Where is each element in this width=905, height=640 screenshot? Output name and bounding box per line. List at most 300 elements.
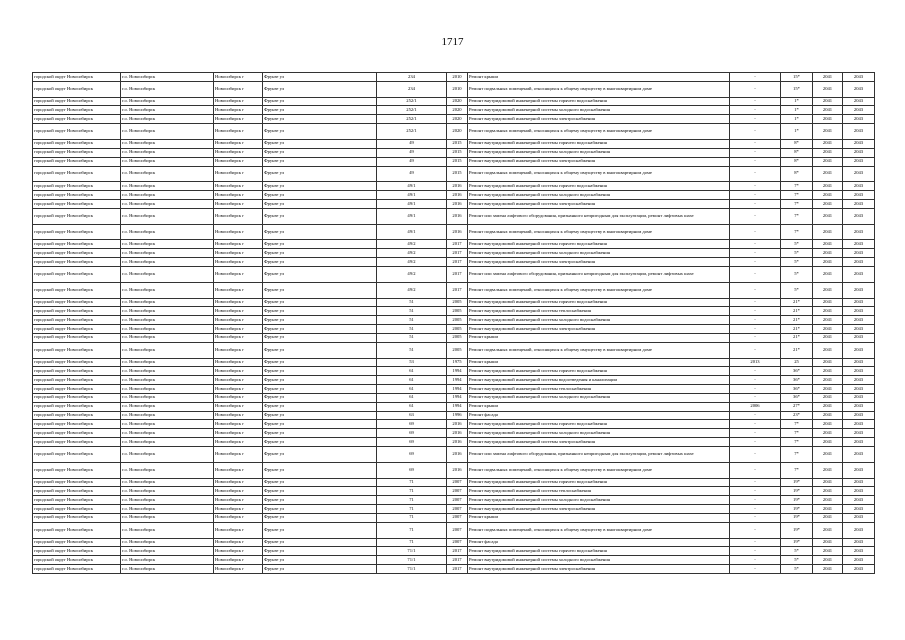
period-cell: 5* bbox=[781, 565, 813, 574]
year-cell: 1994 bbox=[447, 367, 468, 376]
house-number-cell: 234 bbox=[377, 73, 447, 82]
house-number-cell: 71 bbox=[377, 538, 447, 547]
end-year-cell: 2043 bbox=[843, 411, 875, 420]
city-cell: Новосибирск г bbox=[214, 124, 263, 140]
work-type-cell: Ремонт фасада bbox=[468, 538, 730, 547]
house-number-cell: 252/1 bbox=[377, 124, 447, 140]
municipality-cell: городской округ Новосибирск bbox=[33, 282, 121, 298]
work-type-cell: Ремонт внутридомовой инженерной системы холодного водоснабжения bbox=[468, 393, 730, 402]
street-cell: Фрунзе ул bbox=[263, 478, 377, 487]
table-row bbox=[33, 166, 875, 182]
last-repair-cell: - bbox=[730, 240, 781, 249]
end-year-cell: 2043 bbox=[843, 538, 875, 547]
period-cell: 7* bbox=[781, 438, 813, 447]
year-cell: 2010 bbox=[447, 81, 468, 97]
last-repair-cell: - bbox=[730, 139, 781, 148]
city-cell: Новосибирск г bbox=[214, 106, 263, 115]
city-cell: Новосибирск г bbox=[214, 199, 263, 208]
period-cell: 19* bbox=[781, 538, 813, 547]
district-cell: г.о. Новосибирск bbox=[121, 224, 214, 240]
period-cell: 36* bbox=[781, 385, 813, 394]
period-cell: 23* bbox=[781, 411, 813, 420]
street-cell: Фрунзе ул bbox=[263, 538, 377, 547]
last-repair-cell: - bbox=[730, 97, 781, 106]
year-cell: 2007 bbox=[447, 487, 468, 496]
city-cell: Новосибирск г bbox=[214, 478, 263, 487]
last-repair-cell: - bbox=[730, 298, 781, 307]
start-year-cell: 2041 bbox=[813, 402, 843, 411]
municipality-cell: городской округ Новосибирск bbox=[33, 385, 121, 394]
last-repair-cell: - bbox=[730, 224, 781, 240]
city-cell: Новосибирск г bbox=[214, 342, 263, 358]
city-cell: Новосибирск г bbox=[214, 166, 263, 182]
city-cell: Новосибирск г bbox=[214, 429, 263, 438]
house-number-cell: 49 bbox=[377, 148, 447, 157]
city-cell: Новосибирск г bbox=[214, 182, 263, 191]
work-type-cell: Ремонт крыши bbox=[468, 358, 730, 367]
period-cell: 21* bbox=[781, 307, 813, 316]
municipality-cell: городской округ Новосибирск bbox=[33, 522, 121, 538]
last-repair-cell: - bbox=[730, 73, 781, 82]
last-repair-cell: - bbox=[730, 191, 781, 200]
end-year-cell: 2043 bbox=[843, 73, 875, 82]
work-type-cell: Ремонт внутридомовой инженерной системы горячего водоснабжения bbox=[468, 182, 730, 191]
city-cell: Новосибирск г bbox=[214, 224, 263, 240]
table-row bbox=[33, 478, 875, 487]
last-repair-cell: 2013 bbox=[730, 358, 781, 367]
district-cell: г.о. Новосибирск bbox=[121, 358, 214, 367]
city-cell: Новосибирск г bbox=[214, 316, 263, 325]
work-type-cell: Ремонт подвальных помещений, относящихся к общему имуществу в многоквартирном доме bbox=[468, 166, 730, 182]
table-body bbox=[33, 73, 875, 574]
start-year-cell: 2041 bbox=[813, 166, 843, 182]
period-cell: 7* bbox=[781, 199, 813, 208]
table-row bbox=[33, 505, 875, 514]
street-cell: Фрунзе ул bbox=[263, 367, 377, 376]
street-cell: Фрунзе ул bbox=[263, 429, 377, 438]
street-cell: Фрунзе ул bbox=[263, 199, 377, 208]
year-cell: 2020 bbox=[447, 106, 468, 115]
house-number-cell: 49/2 bbox=[377, 258, 447, 267]
house-number-cell: 252/1 bbox=[377, 106, 447, 115]
period-cell: 21* bbox=[781, 342, 813, 358]
street-cell: Фрунзе ул bbox=[263, 376, 377, 385]
year-cell: 2016 bbox=[447, 447, 468, 463]
start-year-cell: 2041 bbox=[813, 358, 843, 367]
end-year-cell: 2043 bbox=[843, 402, 875, 411]
end-year-cell: 2043 bbox=[843, 342, 875, 358]
table-row bbox=[33, 333, 875, 342]
street-cell: Фрунзе ул bbox=[263, 522, 377, 538]
district-cell: г.о. Новосибирск bbox=[121, 266, 214, 282]
start-year-cell: 2041 bbox=[813, 325, 843, 334]
district-cell: г.о. Новосибирск bbox=[121, 191, 214, 200]
work-type-cell: Ремонт подвальных помещений, относящихся к общему имуществу в многоквартирном доме bbox=[468, 462, 730, 478]
table-row bbox=[33, 81, 875, 97]
street-cell: Фрунзе ул bbox=[263, 106, 377, 115]
table-row bbox=[33, 447, 875, 463]
house-number-cell: 51 bbox=[377, 325, 447, 334]
district-cell: г.о. Новосибирск bbox=[121, 547, 214, 556]
house-number-cell: 71/1 bbox=[377, 565, 447, 574]
street-cell: Фрунзе ул bbox=[263, 438, 377, 447]
end-year-cell: 2043 bbox=[843, 139, 875, 148]
city-cell: Новосибирск г bbox=[214, 325, 263, 334]
municipality-cell: городской округ Новосибирск bbox=[33, 258, 121, 267]
street-cell: Фрунзе ул bbox=[263, 411, 377, 420]
house-number-cell: 69 bbox=[377, 462, 447, 478]
year-cell: 2005 bbox=[447, 298, 468, 307]
city-cell: Новосибирск г bbox=[214, 402, 263, 411]
end-year-cell: 2043 bbox=[843, 496, 875, 505]
city-cell: Новосибирск г bbox=[214, 547, 263, 556]
house-number-cell: 252/1 bbox=[377, 97, 447, 106]
district-cell: г.о. Новосибирск bbox=[121, 139, 214, 148]
table-row bbox=[33, 538, 875, 547]
work-type-cell: Ремонт внутридомовой инженерной системы горячего водоснабжения bbox=[468, 478, 730, 487]
end-year-cell: 2043 bbox=[843, 358, 875, 367]
table-row bbox=[33, 438, 875, 447]
municipality-cell: городской округ Новосибирск bbox=[33, 124, 121, 140]
work-type-cell: Ремонт внутридомовой инженерной системы горячего водоснабжения bbox=[468, 97, 730, 106]
city-cell: Новосибирск г bbox=[214, 298, 263, 307]
city-cell: Новосибирск г bbox=[214, 266, 263, 282]
period-cell: 36* bbox=[781, 376, 813, 385]
period-cell: 21* bbox=[781, 325, 813, 334]
end-year-cell: 2043 bbox=[843, 393, 875, 402]
last-repair-cell: - bbox=[730, 199, 781, 208]
city-cell: Новосибирск г bbox=[214, 376, 263, 385]
house-number-cell: 49/2 bbox=[377, 266, 447, 282]
house-number-cell: 69 bbox=[377, 420, 447, 429]
year-cell: 1994 bbox=[447, 376, 468, 385]
city-cell: Новосибирск г bbox=[214, 258, 263, 267]
district-cell: г.о. Новосибирск bbox=[121, 393, 214, 402]
district-cell: г.о. Новосибирск bbox=[121, 447, 214, 463]
street-cell: Фрунзе ул bbox=[263, 402, 377, 411]
street-cell: Фрунзе ул bbox=[263, 182, 377, 191]
district-cell: г.о. Новосибирск bbox=[121, 342, 214, 358]
last-repair-cell: - bbox=[730, 522, 781, 538]
municipality-cell: городской округ Новосибирск bbox=[33, 556, 121, 565]
street-cell: Фрунзе ул bbox=[263, 358, 377, 367]
work-type-cell: Ремонт внутридомовой инженерной системы электроснабжения bbox=[468, 438, 730, 447]
municipality-cell: городской округ Новосибирск bbox=[33, 298, 121, 307]
end-year-cell: 2043 bbox=[843, 124, 875, 140]
end-year-cell: 2043 bbox=[843, 191, 875, 200]
district-cell: г.о. Новосибирск bbox=[121, 565, 214, 574]
year-cell: 2017 bbox=[447, 240, 468, 249]
district-cell: г.о. Новосибирск bbox=[121, 513, 214, 522]
start-year-cell: 2041 bbox=[813, 438, 843, 447]
last-repair-cell: - bbox=[730, 429, 781, 438]
district-cell: г.о. Новосибирск bbox=[121, 316, 214, 325]
start-year-cell: 2041 bbox=[813, 148, 843, 157]
work-type-cell: Ремонт внутридомовой инженерной системы электроснабжения bbox=[468, 157, 730, 166]
house-number-cell: 61 bbox=[377, 393, 447, 402]
end-year-cell: 2043 bbox=[843, 148, 875, 157]
work-type-cell: Ремонт подвальных помещений, относящихся к общему имуществу в многоквартирном доме bbox=[468, 81, 730, 97]
end-year-cell: 2043 bbox=[843, 282, 875, 298]
city-cell: Новосибирск г bbox=[214, 97, 263, 106]
end-year-cell: 2043 bbox=[843, 462, 875, 478]
end-year-cell: 2043 bbox=[843, 367, 875, 376]
repair-schedule-table bbox=[32, 72, 875, 574]
start-year-cell: 2041 bbox=[813, 282, 843, 298]
last-repair-cell: - bbox=[730, 367, 781, 376]
start-year-cell: 2041 bbox=[813, 478, 843, 487]
table-row bbox=[33, 513, 875, 522]
city-cell: Новосибирск г bbox=[214, 538, 263, 547]
year-cell: 1994 bbox=[447, 393, 468, 402]
municipality-cell: городской округ Новосибирск bbox=[33, 182, 121, 191]
start-year-cell: 2041 bbox=[813, 258, 843, 267]
municipality-cell: городской округ Новосибирск bbox=[33, 402, 121, 411]
house-number-cell: 71 bbox=[377, 505, 447, 514]
house-number-cell: 53 bbox=[377, 358, 447, 367]
work-type-cell: Ремонт внутридомовой инженерной системы водоотведения и канализации bbox=[468, 376, 730, 385]
work-type-cell: Ремонт внутридомовой инженерной системы горячего водоснабжения bbox=[468, 298, 730, 307]
city-cell: Новосибирск г bbox=[214, 358, 263, 367]
period-cell: 19* bbox=[781, 478, 813, 487]
street-cell: Фрунзе ул bbox=[263, 148, 377, 157]
house-number-cell: 61 bbox=[377, 367, 447, 376]
last-repair-cell: - bbox=[730, 316, 781, 325]
street-cell: Фрунзе ул bbox=[263, 505, 377, 514]
year-cell: 2005 bbox=[447, 342, 468, 358]
house-number-cell: 51 bbox=[377, 342, 447, 358]
house-number-cell: 71 bbox=[377, 478, 447, 487]
house-number-cell: 49/1 bbox=[377, 199, 447, 208]
year-cell: 2017 bbox=[447, 556, 468, 565]
work-type-cell: Ремонт или замена лифтового оборудования, признанного непригодным для эксплуатации, ремонт лифтовых шахт bbox=[468, 266, 730, 282]
city-cell: Новосибирск г bbox=[214, 556, 263, 565]
period-cell: 21* bbox=[781, 316, 813, 325]
period-cell: 19* bbox=[781, 513, 813, 522]
year-cell: 2010 bbox=[447, 73, 468, 82]
city-cell: Новосибирск г bbox=[214, 81, 263, 97]
end-year-cell: 2043 bbox=[843, 298, 875, 307]
table-row bbox=[33, 556, 875, 565]
street-cell: Фрунзе ул bbox=[263, 513, 377, 522]
house-number-cell: 61 bbox=[377, 402, 447, 411]
last-repair-cell: - bbox=[730, 420, 781, 429]
start-year-cell: 2041 bbox=[813, 538, 843, 547]
street-cell: Фрунзе ул bbox=[263, 157, 377, 166]
city-cell: Новосибирск г bbox=[214, 73, 263, 82]
start-year-cell: 2041 bbox=[813, 565, 843, 574]
period-cell: 8* bbox=[781, 139, 813, 148]
municipality-cell: городской округ Новосибирск bbox=[33, 505, 121, 514]
city-cell: Новосибирск г bbox=[214, 496, 263, 505]
house-number-cell: 49/1 bbox=[377, 208, 447, 224]
street-cell: Фрунзе ул bbox=[263, 115, 377, 124]
house-number-cell: 51 bbox=[377, 307, 447, 316]
start-year-cell: 2041 bbox=[813, 240, 843, 249]
end-year-cell: 2043 bbox=[843, 258, 875, 267]
house-number-cell: 51 bbox=[377, 298, 447, 307]
start-year-cell: 2041 bbox=[813, 462, 843, 478]
year-cell: 2005 bbox=[447, 316, 468, 325]
house-number-cell: 49/1 bbox=[377, 191, 447, 200]
street-cell: Фрунзе ул bbox=[263, 325, 377, 334]
last-repair-cell: - bbox=[730, 538, 781, 547]
last-repair-cell: - bbox=[730, 148, 781, 157]
house-number-cell: 61 bbox=[377, 385, 447, 394]
end-year-cell: 2043 bbox=[843, 522, 875, 538]
table-row bbox=[33, 282, 875, 298]
district-cell: г.о. Новосибирск bbox=[121, 73, 214, 82]
last-repair-cell: - bbox=[730, 166, 781, 182]
end-year-cell: 2043 bbox=[843, 565, 875, 574]
work-type-cell: Ремонт подвальных помещений, относящихся к общему имуществу в многоквартирном доме bbox=[468, 124, 730, 140]
table-row bbox=[33, 139, 875, 148]
last-repair-cell: - bbox=[730, 249, 781, 258]
house-number-cell: 51 bbox=[377, 316, 447, 325]
end-year-cell: 2043 bbox=[843, 376, 875, 385]
work-type-cell: Ремонт крыши bbox=[468, 513, 730, 522]
table-row bbox=[33, 148, 875, 157]
street-cell: Фрунзе ул bbox=[263, 166, 377, 182]
street-cell: Фрунзе ул bbox=[263, 208, 377, 224]
work-type-cell: Ремонт внутридомовой инженерной системы холодного водоснабжения bbox=[468, 148, 730, 157]
start-year-cell: 2041 bbox=[813, 199, 843, 208]
district-cell: г.о. Новосибирск bbox=[121, 385, 214, 394]
table-row bbox=[33, 547, 875, 556]
house-number-cell: 63 bbox=[377, 411, 447, 420]
municipality-cell: городской округ Новосибирск bbox=[33, 462, 121, 478]
end-year-cell: 2043 bbox=[843, 385, 875, 394]
last-repair-cell: - bbox=[730, 258, 781, 267]
municipality-cell: городской округ Новосибирск bbox=[33, 429, 121, 438]
end-year-cell: 2043 bbox=[843, 182, 875, 191]
table-row bbox=[33, 182, 875, 191]
municipality-cell: городской округ Новосибирск bbox=[33, 106, 121, 115]
table-row bbox=[33, 249, 875, 258]
municipality-cell: городской округ Новосибирск bbox=[33, 438, 121, 447]
work-type-cell: Ремонт крыши bbox=[468, 333, 730, 342]
district-cell: г.о. Новосибирск bbox=[121, 325, 214, 334]
table-row bbox=[33, 429, 875, 438]
start-year-cell: 2041 bbox=[813, 333, 843, 342]
work-type-cell: Ремонт внутридомовой инженерной системы электроснабжения bbox=[468, 565, 730, 574]
last-repair-cell: - bbox=[730, 307, 781, 316]
period-cell: 19* bbox=[781, 496, 813, 505]
year-cell: 2016 bbox=[447, 182, 468, 191]
work-type-cell: Ремонт внутридомовой инженерной системы горячего водоснабжения bbox=[468, 367, 730, 376]
work-type-cell: Ремонт внутридомовой инженерной системы электроснабжения bbox=[468, 325, 730, 334]
period-cell: 7* bbox=[781, 462, 813, 478]
last-repair-cell: - bbox=[730, 182, 781, 191]
municipality-cell: городской округ Новосибирск bbox=[33, 148, 121, 157]
district-cell: г.о. Новосибирск bbox=[121, 429, 214, 438]
municipality-cell: городской округ Новосибирск bbox=[33, 376, 121, 385]
last-repair-cell: - bbox=[730, 487, 781, 496]
work-type-cell: Ремонт внутридомовой инженерной системы электроснабжения bbox=[468, 115, 730, 124]
street-cell: Фрунзе ул bbox=[263, 282, 377, 298]
table-row bbox=[33, 385, 875, 394]
work-type-cell: Ремонт внутридомовой инженерной системы холодного водоснабжения bbox=[468, 106, 730, 115]
start-year-cell: 2041 bbox=[813, 496, 843, 505]
last-repair-cell: - bbox=[730, 282, 781, 298]
last-repair-cell: - bbox=[730, 505, 781, 514]
district-cell: г.о. Новосибирск bbox=[121, 333, 214, 342]
last-repair-cell: - bbox=[730, 393, 781, 402]
house-number-cell: 71/1 bbox=[377, 556, 447, 565]
city-cell: Новосибирск г bbox=[214, 420, 263, 429]
period-cell: 5* bbox=[781, 547, 813, 556]
work-type-cell: Ремонт внутридомовой инженерной системы горячего водоснабжения bbox=[468, 547, 730, 556]
work-type-cell: Ремонт внутридомовой инженерной системы электроснабжения bbox=[468, 505, 730, 514]
work-type-cell: Ремонт подвальных помещений, относящихся к общему имуществу в многоквартирном доме bbox=[468, 522, 730, 538]
city-cell: Новосибирск г bbox=[214, 139, 263, 148]
street-cell: Фрунзе ул bbox=[263, 73, 377, 82]
end-year-cell: 2043 bbox=[843, 157, 875, 166]
table-row bbox=[33, 367, 875, 376]
start-year-cell: 2041 bbox=[813, 115, 843, 124]
district-cell: г.о. Новосибирск bbox=[121, 556, 214, 565]
district-cell: г.о. Новосибирск bbox=[121, 282, 214, 298]
municipality-cell: городской округ Новосибирск bbox=[33, 266, 121, 282]
street-cell: Фрунзе ул bbox=[263, 496, 377, 505]
table-row bbox=[33, 240, 875, 249]
year-cell: 1975 bbox=[447, 358, 468, 367]
house-number-cell: 49/2 bbox=[377, 240, 447, 249]
year-cell: 1994 bbox=[447, 385, 468, 394]
start-year-cell: 2041 bbox=[813, 97, 843, 106]
start-year-cell: 2041 bbox=[813, 106, 843, 115]
municipality-cell: городской округ Новосибирск bbox=[33, 166, 121, 182]
work-type-cell: Ремонт внутридомовой инженерной системы холодного водоснабжения bbox=[468, 191, 730, 200]
last-repair-cell: - bbox=[730, 447, 781, 463]
start-year-cell: 2041 bbox=[813, 81, 843, 97]
municipality-cell: городской округ Новосибирск bbox=[33, 487, 121, 496]
year-cell: 2016 bbox=[447, 224, 468, 240]
municipality-cell: городской округ Новосибирск bbox=[33, 139, 121, 148]
end-year-cell: 2043 bbox=[843, 240, 875, 249]
end-year-cell: 2043 bbox=[843, 429, 875, 438]
municipality-cell: городской округ Новосибирск bbox=[33, 81, 121, 97]
house-number-cell: 71 bbox=[377, 513, 447, 522]
street-cell: Фрунзе ул bbox=[263, 447, 377, 463]
street-cell: Фрунзе ул bbox=[263, 307, 377, 316]
year-cell: 2017 bbox=[447, 258, 468, 267]
table-row bbox=[33, 376, 875, 385]
house-number-cell: 71 bbox=[377, 487, 447, 496]
street-cell: Фрунзе ул bbox=[263, 385, 377, 394]
district-cell: г.о. Новосибирск bbox=[121, 487, 214, 496]
end-year-cell: 2043 bbox=[843, 447, 875, 463]
year-cell: 1994 bbox=[447, 402, 468, 411]
work-type-cell: Ремонт внутридомовой инженерной системы теплоснабжения bbox=[468, 385, 730, 394]
end-year-cell: 2043 bbox=[843, 307, 875, 316]
municipality-cell: городской округ Новосибирск bbox=[33, 199, 121, 208]
work-type-cell: Ремонт внутридомовой инженерной системы холодного водоснабжения bbox=[468, 556, 730, 565]
street-cell: Фрунзе ул bbox=[263, 124, 377, 140]
last-repair-cell: - bbox=[730, 547, 781, 556]
last-repair-cell: - bbox=[730, 81, 781, 97]
district-cell: г.о. Новосибирск bbox=[121, 124, 214, 140]
last-repair-cell: - bbox=[730, 411, 781, 420]
period-cell: 1* bbox=[781, 115, 813, 124]
house-number-cell: 252/1 bbox=[377, 115, 447, 124]
year-cell: 2015 bbox=[447, 148, 468, 157]
city-cell: Новосибирск г bbox=[214, 148, 263, 157]
table-row bbox=[33, 462, 875, 478]
district-cell: г.о. Новосибирск bbox=[121, 402, 214, 411]
start-year-cell: 2041 bbox=[813, 393, 843, 402]
district-cell: г.о. Новосибирск bbox=[121, 258, 214, 267]
